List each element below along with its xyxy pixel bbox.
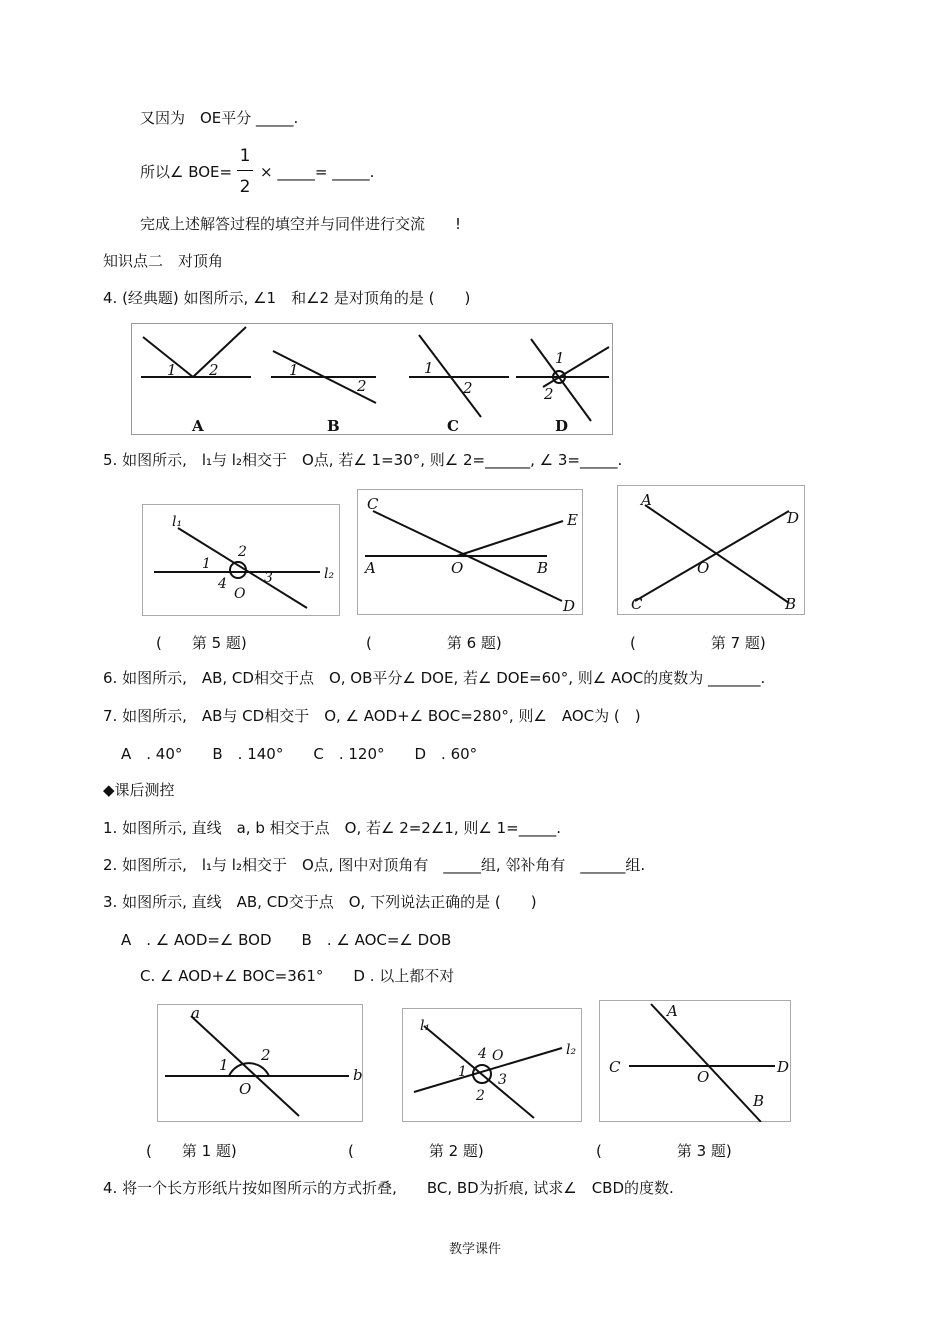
section-after-class: ◆课后测控 — [103, 781, 175, 799]
fig-t3-point-d: D — [777, 1058, 790, 1076]
q4-b-angle2: 2 — [357, 377, 367, 395]
question-7-options: A . 40° B . 140° C . 120° D . 60° — [121, 745, 478, 763]
q4-a-angle2: 2 — [209, 361, 219, 379]
question-4: 4. (经典题) 如图所示, ∠1 和∠2 是对顶角的是 ( ) — [103, 289, 471, 307]
question-7: 7. 如图所示, AB与 CD相交于 O, ∠ AOD+∠ BOC=280°, 则∠ AOC为 ( ) — [103, 707, 641, 725]
q4-d-angle2: 2 — [544, 385, 554, 403]
fig5-angle4: 4 — [218, 576, 227, 592]
fig7-point-a: A — [641, 491, 652, 509]
q4-a-angle1: 1 — [167, 361, 177, 379]
fig-t2-angle2: 2 — [476, 1088, 485, 1104]
question-5: 5. 如图所示, l₁与 l₂相交于 O点, 若∠ 1=30°, 则∠ 2=______, ∠ 3=_____. — [103, 451, 623, 469]
text-line-2: 所以∠ BOE= — [140, 163, 233, 181]
figure-q7 — [617, 485, 805, 615]
fig6-point-d: D — [563, 597, 576, 615]
caption-q5: ( 第 5 题) — [156, 634, 247, 652]
fig-t3-point-a: A — [667, 1002, 678, 1020]
fig-t2-angle4: 4 — [478, 1046, 487, 1062]
text-line-1: 又因为 OE平分 _____. — [140, 109, 299, 127]
fig-t1-line-a: a — [191, 1004, 200, 1022]
q4-d-angle1: 1 — [555, 349, 565, 367]
question-6: 6. 如图所示, AB, CD相交于点 O, OB平分∠ DOE, 若∠ DOE=60°, 则∠ AOC的度数为 _______. — [103, 669, 766, 687]
q4-b-angle1: 1 — [289, 361, 299, 379]
test-question-1: 1. 如图所示, 直线 a, b 相交于点 O, 若∠ 2=2∠1, 则∠ 1=_____. — [103, 819, 561, 837]
fig-t1-point-o: O — [239, 1080, 252, 1098]
caption-test-3: ( 第 3 题) — [596, 1142, 732, 1160]
fig-t2-l1: l₁ — [420, 1018, 431, 1034]
fig7-point-d: D — [787, 509, 800, 527]
figure-test-1 — [157, 1004, 363, 1122]
fig-t1-line-b: b — [353, 1066, 363, 1084]
fig5-point-o: O — [234, 586, 246, 602]
q4-option-c: C — [447, 417, 459, 435]
fig7-point-c: C — [631, 595, 643, 613]
fig5-angle3: 3 — [264, 570, 273, 586]
test-question-4: 4. 将一个长方形纸片按如图所示的方式折叠, BC, BD为折痕, 试求∠ CBD的度数. — [103, 1179, 674, 1197]
caption-test-2: ( 第 2 题) — [348, 1142, 484, 1160]
fig5-angle1: 1 — [202, 556, 211, 572]
fig-t2-angle1: 1 — [458, 1064, 467, 1080]
test-question-3: 3. 如图所示, 直线 AB, CD交于点 O, 下列说法正确的是 ( ) — [103, 893, 537, 911]
fig6-point-c: C — [367, 495, 379, 513]
caption-q6: ( 第 6 题) — [366, 634, 502, 652]
figure-test-3 — [599, 1000, 791, 1122]
section-heading: 知识点二 对顶角 — [103, 252, 224, 270]
fraction-bar — [237, 170, 253, 171]
q4-figure — [131, 323, 613, 435]
test-question-2: 2. 如图所示, l₁与 l₂相交于 O点, 图中对顶角有 _____组, 邻补角有 ______组. — [103, 856, 646, 874]
figure-q6 — [357, 489, 583, 615]
caption-q7: ( 第 7 题) — [630, 634, 766, 652]
fig7-point-o: O — [697, 559, 710, 577]
fig6-point-a: A — [365, 559, 376, 577]
q4-c-angle2: 2 — [463, 379, 473, 397]
fig-t3-point-o: O — [697, 1068, 710, 1086]
fig-t2-angle3: 3 — [498, 1072, 507, 1088]
q4-option-b: B — [327, 417, 340, 435]
fig-t3-point-b: B — [753, 1092, 765, 1110]
q4-option-a: A — [192, 417, 204, 435]
fraction-denominator: 2 — [239, 177, 251, 197]
fig-t2-point-o: O — [492, 1048, 504, 1064]
caption-test-1: ( 第 1 题) — [146, 1142, 237, 1160]
fig6-point-o: O — [451, 559, 464, 577]
figure-q5 — [142, 504, 340, 616]
fig5-l2: l₂ — [324, 566, 335, 582]
text-line-2b: × _____= _____. — [260, 163, 375, 181]
fig-t1-angle2: 2 — [261, 1046, 271, 1064]
fig-t1-angle1: 1 — [219, 1056, 229, 1074]
fig6-point-e: E — [567, 511, 578, 529]
fig-t2-l2: l₂ — [566, 1042, 577, 1058]
figure-test-2 — [402, 1008, 582, 1122]
q4-option-d: D — [555, 417, 569, 435]
fig5-l1: l₁ — [172, 514, 183, 530]
test-question-3-options-cd: C. ∠ AOD+∠ BOC=361° D . 以上都不对 — [140, 967, 455, 985]
text-line-3: 完成上述解答过程的填空并与同伴进行交流 ! — [140, 215, 462, 233]
fig7-point-b: B — [785, 595, 797, 613]
q4-c-angle1: 1 — [424, 359, 434, 377]
test-question-3-options-ab: A . ∠ AOD=∠ BOD B . ∠ AOC=∠ DOB — [121, 931, 452, 949]
fig6-point-b: B — [537, 559, 549, 577]
fig-t3-point-c: C — [609, 1058, 621, 1076]
fraction-numerator: 1 — [239, 146, 251, 166]
fig5-angle2: 2 — [238, 544, 247, 560]
page-footer: 教学课件 — [448, 1242, 501, 1257]
